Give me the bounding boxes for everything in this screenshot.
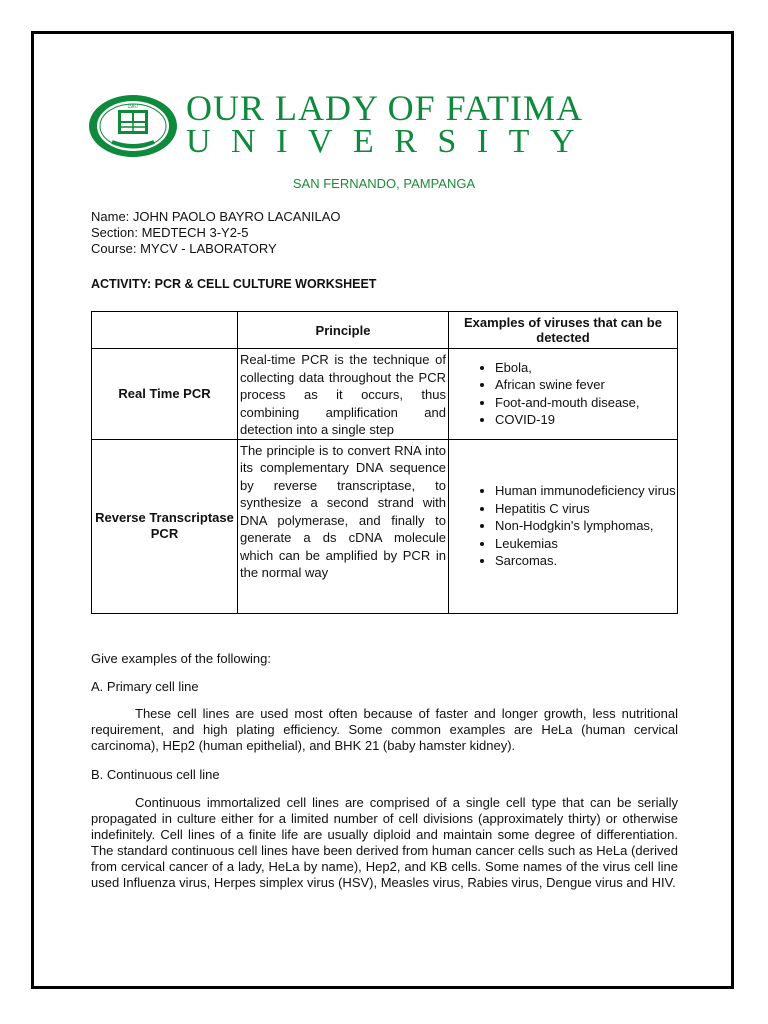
table-header-principle: Principle bbox=[238, 312, 449, 349]
activity-title: ACTIVITY: PCR & CELL CULTURE WORKSHEET bbox=[91, 277, 377, 291]
table-row bbox=[92, 349, 678, 440]
principle-real-time-pcr: Real-time PCR is the technique of collecting data throughout the PCR process as it occurs, thus combining amplification and detection into a single step bbox=[238, 349, 449, 440]
campus-location: SAN FERNANDO, PAMPANGA bbox=[292, 176, 476, 191]
list-item: • Human immunodeficiency virus bbox=[495, 482, 677, 500]
examples-reverse-transcriptase-pcr bbox=[449, 439, 678, 613]
table-row bbox=[92, 439, 678, 613]
list-item: • African swine fever bbox=[495, 376, 677, 394]
student-name: Name: JOHN PAOLO BAYRO LACANILAO bbox=[91, 209, 341, 224]
list-item: • Hepatitis C virus bbox=[495, 500, 677, 518]
list-item: • Non-Hodgkin's lymphomas, bbox=[495, 517, 677, 535]
list-item: • Ebola, bbox=[495, 359, 677, 377]
pcr-table bbox=[91, 311, 678, 614]
section-a-paragraph: These cell lines are used most often because of faster and longer growth, less nutritional requirement, and high plating efficiency. Some common examples are HeLa (human cervical carcinoma), HEp2 (human epithelial), and BHK 21 (baby hamster kidney). bbox=[91, 706, 678, 753]
list-item: • Sarcomas. bbox=[495, 552, 677, 570]
examples-real-time-pcr bbox=[449, 349, 678, 440]
principle-reverse-transcriptase-pcr: The principle is to convert RNA into its complementary DNA sequence by reverse transcriptase, to synthesize a second strand with DNA polymerase, and finally to generate a ds cDNA molecule which can be amplified by PCR in the normal way bbox=[238, 439, 449, 613]
student-section: Section: MEDTECH 3-Y2-5 bbox=[91, 225, 249, 240]
university-seal-logo bbox=[88, 94, 178, 158]
table-header-blank bbox=[92, 312, 238, 349]
row-label-reverse-transcriptase-pcr: Reverse Transcriptase PCR bbox=[92, 439, 238, 613]
university-name-line1: OUR LADY OF FATIMA bbox=[186, 88, 584, 128]
row-label-real-time-pcr: Real Time PCR bbox=[92, 349, 238, 440]
examples-prompt: Give examples of the following: bbox=[91, 651, 271, 666]
table-header-row bbox=[92, 312, 678, 349]
table-header-examples: Examples of viruses that can be detected bbox=[449, 312, 678, 349]
section-b-title: B. Continuous cell line bbox=[91, 767, 220, 782]
student-course: Course: MYCV - LABORATORY bbox=[91, 241, 277, 256]
section-a-title: A. Primary cell line bbox=[91, 679, 199, 694]
list-item: • Leukemias bbox=[495, 535, 677, 553]
section-b-paragraph: Continuous immortalized cell lines are comprised of a single cell type that can be serially propagated in culture either for a limited number of cell divisions (approximately thirty) or otherwise indefinitely. Cell lines of a finite life are usually diploid and maintain some degree of differentiation. The standard continuous cell lines have been derived from human cancer cells such as HeLa (derived from cervical cancer of a lady, HeLa by name), Hep2, and KB cells. Some names of the virus cell line used Influenza virus, Herpes simplex virus (HSV), Measles virus, Rabies virus, Dengue virus and HIV. bbox=[91, 795, 678, 890]
list-item: • Foot-and-mouth disease, bbox=[495, 394, 677, 412]
svg-text:1967: 1967 bbox=[127, 104, 139, 110]
university-name-line2: UNIVERSITY bbox=[186, 123, 595, 160]
list-item: • COVID-19 bbox=[495, 411, 677, 429]
